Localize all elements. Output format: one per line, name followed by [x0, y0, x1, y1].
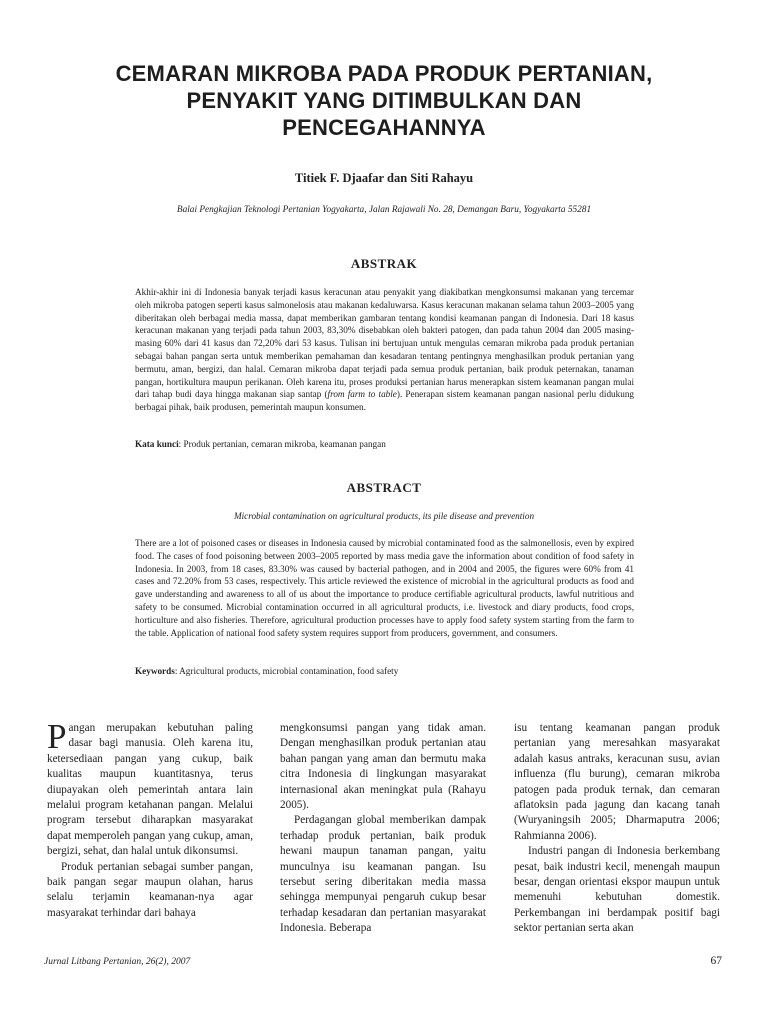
- abstrak-text-part-2: ). Penerapan sistem keamanan pangan nasional perlu didukung berbagai pihak, baik produsen, pemerintah maupun konsumen.: [135, 389, 635, 413]
- page-number: 67: [710, 955, 722, 967]
- abstract-keywords-text: : Agricultural products, microbial contamination, food safety: [174, 666, 399, 676]
- abstrak-keywords: [135, 438, 634, 451]
- abstrak-text: [135, 286, 634, 414]
- abstrak-keywords-label: Kata kunci: [135, 439, 179, 449]
- drop-cap: P: [47, 717, 67, 756]
- body-col2-paragraph-2: Perdagangan global memberikan dampak terhadap produk pertanian, baik produk hewani maupun tanaman pangan, yaitu munculnya isu keamanan pangan. Isu tersebut sering diberitakan media massa sehingga mempunyai pengaruh cukup besar terhadap kesadaran dan pertanian masyarakat Indonesia. Beberapa: [280, 814, 486, 935]
- abstract-heading: ABSTRACT: [346, 480, 422, 495]
- article-title: [40, 60, 728, 141]
- body-col1-paragraph-2: Produk pertanian sebagai sumber pangan, baik pangan segar maupun olahan, harus selalu terjamin keamanan-nya agar masyarakat terhindar dari bahaya: [47, 860, 253, 919]
- title-line-2: PENYAKIT YANG DITIMBULKAN DAN: [186, 88, 582, 113]
- body-column-1: [47, 717, 253, 921]
- body-column-3: [514, 721, 720, 937]
- abstrak-keywords-text: : Produk pertanian, cemaran mikroba, keamanan pangan: [178, 439, 386, 449]
- body-col3-paragraph-1: isu tentang keamanan pangan produk pertanian yang meresahkan masyarakat adalah kasus antraks, keracunan susu, avian influenza (flu burung), cemaran mikroba patogen pada produk ternak, dan cemaran aflatoksin pada jagung dan kacang tanah (Wuryaningsih 2005; Dharmaputra 2006; Rahmianna 2006).: [514, 722, 720, 842]
- abstract-keywords-label: Keywords: [135, 666, 175, 676]
- title-line-1: CEMARAN MIKROBA PADA PRODUK PERTANIAN,: [115, 61, 653, 86]
- body-col3-paragraph-2: Industri pangan di Indonesia berkembang pesat, baik industri kecil, menengah maupun besar, dengan orientasi ekspor maupun untuk memenuhi kebutuhan domestik. Perkembangan ini berdampak positif bagi sektor pertanian serta akan: [514, 845, 720, 935]
- body-col1-paragraph-1: [47, 717, 253, 860]
- abstract-text: There are a lot of poisoned cases or diseases in Indonesia caused by microbial contaminated food as the salmonellosis, even by expired food. The cases of food poisoning between 2003–2005 reported by mass media gave the information about condition of food safety in Indonesia. In 2003, from 18 cases, 83.30% was caused by bacterial pathogen, and in 2004 and 2005, the figures were 60% from 41 cases and 72.20% from 53 cases, respectively. This article reviewed the existence of microbial in the agricultural products as food and gave understanding and awareness to all of us about the importance to produce certifiable agricultural products, lawful nutritious and safety to be consumed. Microbial contamination occurred in all agricultural products, i.e. livestock and diary products, food crops, horticulture and also fisheries. Therefore, agricultural production processes have to apply food safety system starting from the farm to the table. Application of national food safety system requires support from producers, government, and consumers.: [135, 538, 634, 638]
- abstract-keywords: [135, 665, 634, 678]
- title-line-3: PENCEGAHANNYA: [282, 115, 486, 140]
- affiliation: Balai Pengkajian Teknologi Pertanian Yogyakarta, Jalan Rajawali No. 28, Demangan Baru, Yogyakarta 55281: [176, 205, 592, 215]
- body-column-2: [280, 721, 486, 937]
- abstract-subtitle: Microbial contamination on agricultural products, its pile disease and prevention: [233, 511, 535, 521]
- abstrak-text-italic: from farm to table: [327, 389, 397, 400]
- footer-journal-citation: Jurnal Litbang Pertanian, 26(2), 2007: [44, 957, 191, 967]
- abstrak-heading: ABSTRAK: [350, 256, 418, 271]
- abstrak-text-part-1: Akhir-akhir ini di Indonesia banyak terjadi kasus keracunan atau penyakit yang diakibatkan mengkonsumsi makanan yang tercemar oleh mikroba patogen seperti kasus salmonelosis atau makanan kedaluwarsa. Kasus keracunan makanan selama tahun 2003–2005 yang diberitakan oleh berbagai media massa, dapat memberikan gambaran tentang kondisi keamanan pangan di Indonesia. Dari 18 kasus keracunan makanan yang terjadi pada tahun 2003, 83,30% disebabkan oleh bakteri patogen, dan pada tahun 2004 dan 2005 masing-masing 60% dari 41 kasus dan 72,20% dari 53 kasus. Tulisan ini bertujuan untuk mengulas cemaran mikroba pada produk pertanian sebagai bahan pangan serta untuk memberikan pemahaman dan kesadaran tentang pentingnya menghasilkan produk pertanian yang bermutu, aman, bergizi, dan halal. Cemaran mikroba dapat terjadi pada semua produk pertanian, baik produk peternakan, tanaman pangan, hortikultura maupun perikanan. Oleh karena itu, proses produksi pertanian harus menerapkan sistem keamanan pangan mulai dari tahap budi daya hingga makanan siap santap (: [135, 287, 634, 400]
- body-col2-paragraph-1: mengkonsumsi pangan yang tidak aman. Dengan menghasilkan produk pertanian atau bahan pangan yang aman dan bermutu maka citra Indonesia di lingkungan masyarakat internasional akan meningkat pula (Rahayu 2005).: [280, 722, 486, 812]
- authors: Titiek F. Djaafar dan Siti Rahayu: [294, 171, 474, 185]
- body-col1-p1-text: angan merupakan kebutuhan paling dasar bagi manusia. Oleh karena itu, ketersediaan pangan yang cukup, baik kualitas maupun kuantitasnya, terus diupayakan oleh pemerintah antara lain melalui program ketahanan pangan. Melalui program tersebut diharapkan masyarakat dapat memperoleh pangan yang cukup, aman, bergizi, sehat, dan halal untuk dikonsumsi.: [47, 722, 253, 858]
